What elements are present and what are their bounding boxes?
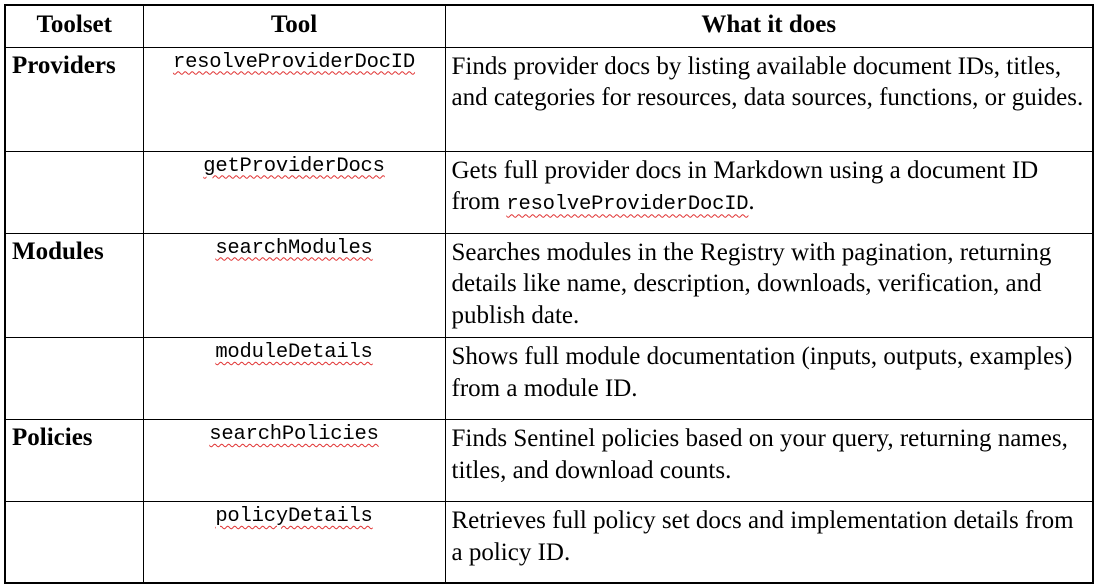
- cell-toolset: [5, 151, 143, 233]
- cell-tool: [143, 233, 445, 337]
- cell-tool: [143, 501, 445, 583]
- tool-name: policyDetails: [215, 504, 373, 528]
- description-text: Searches modules in the Registry with pagination, returning details like name, description, downloads, verification, and publish date.: [451, 238, 1052, 329]
- cell-description: [445, 419, 1093, 501]
- cell-description: [445, 47, 1093, 151]
- inline-code-reference: resolveProviderDocID: [506, 193, 749, 217]
- column-header-what-it-does: What it does: [445, 5, 1093, 47]
- tool-name: resolveProviderDocID: [172, 50, 416, 74]
- cell-toolset: Policies: [5, 419, 143, 501]
- table-header-row: [5, 5, 1093, 47]
- description-text: Retrieves full policy set docs and implementation details from a policy ID.: [451, 506, 1074, 566]
- table-body: [5, 47, 1093, 583]
- cell-toolset: Providers: [5, 47, 143, 151]
- cell-description: [445, 501, 1093, 583]
- table-row: [5, 151, 1093, 233]
- cell-description: [445, 337, 1093, 419]
- cell-toolset: [5, 501, 143, 583]
- tool-name: searchPolicies: [209, 422, 379, 446]
- column-header-tool: Tool: [143, 5, 445, 47]
- tool-name: getProviderDocs: [203, 154, 385, 178]
- description-text: Shows full module documentation (inputs, outputs, examples) from a module ID.: [451, 342, 1073, 402]
- cell-tool: [143, 337, 445, 419]
- tool-name: moduleDetails: [215, 340, 373, 364]
- tools-table: [4, 4, 1094, 584]
- table-row: [5, 337, 1093, 419]
- cell-tool: [143, 151, 445, 233]
- table-header: [5, 5, 1093, 47]
- description-text: Gets full provider docs in Markdown using a document ID from: [451, 156, 1039, 216]
- cell-tool: [143, 419, 445, 501]
- table-row: [5, 47, 1093, 151]
- column-header-toolset: Toolset: [5, 5, 143, 47]
- table-row: [5, 501, 1093, 583]
- cell-tool: [143, 47, 445, 151]
- cell-toolset: Modules: [5, 233, 143, 337]
- cell-description: [445, 233, 1093, 337]
- tool-name: searchModules: [215, 236, 373, 260]
- cell-toolset: [5, 337, 143, 419]
- table-row: [5, 233, 1093, 337]
- description-text: Finds Sentinel policies based on your query, returning names, titles, and download counts.: [451, 424, 1068, 484]
- description-text: Finds provider docs by listing available document IDs, titles, and categories for resources, data sources, functions, or guides.: [451, 52, 1084, 112]
- table-row: [5, 419, 1093, 501]
- description-text-end: .: [748, 188, 755, 216]
- cell-description: [445, 151, 1093, 233]
